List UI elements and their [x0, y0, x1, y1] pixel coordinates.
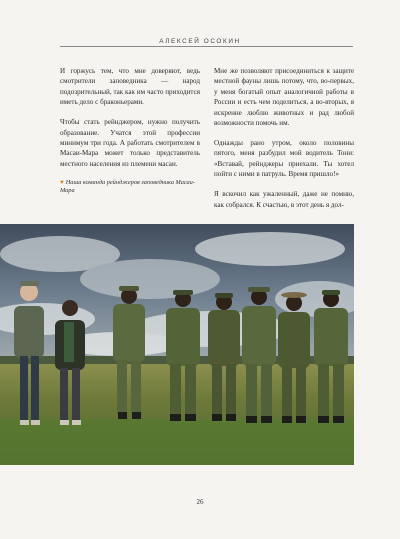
- page-number: 26: [196, 498, 204, 506]
- heart-icon: ♥: [60, 178, 64, 186]
- right-paragraph-3: Я вскочил как ужаленный, даже не помню, как собрался. К счастью, в этот день я дол-: [214, 190, 354, 209]
- right-paragraph-1: Мне же позволяют присоединиться к защите местной фауны лишь потому, что, во-первых, у меня богатый опыт аналогичной работы в России и есть чем поделиться, а во-вторых, я искренне люблю животных и рад любой возможности помочь им.: [214, 67, 354, 128]
- ranger-team-photo: [0, 224, 354, 465]
- header-rule: [60, 46, 353, 47]
- photo-caption-text: Наша команда рейнджеров заповедника Масаи-Мара: [60, 178, 195, 195]
- right-column: [214, 66, 354, 220]
- ranger-group: [14, 281, 348, 425]
- left-paragraph-2: Чтобы стать рейнджером, нужно получить образование. Учатся этой профессии минимум три года. А работать смотрителем в Масаи-Мара может только представитель местного населения из племени масаи.: [60, 118, 200, 168]
- left-paragraph-1: И горжусь тем, что мне доверяют, ведь смотрители заповедника — народ подозрительный, так как им часто приходится иметь дело с браконьерами.: [60, 67, 200, 107]
- left-column: [60, 66, 200, 196]
- right-paragraph-2: Однажды рано утром, около половины пятого, меня разбудил мой водитель Тони: «Вставай, рейнджеры приехали. Ты хотел пойти с ними в патруль. Время пришло!»: [214, 139, 354, 179]
- meadow: [0, 419, 354, 465]
- photo-caption: [60, 179, 200, 196]
- running-head: АЛЕКСЕЙ ОСОКИН: [159, 38, 241, 45]
